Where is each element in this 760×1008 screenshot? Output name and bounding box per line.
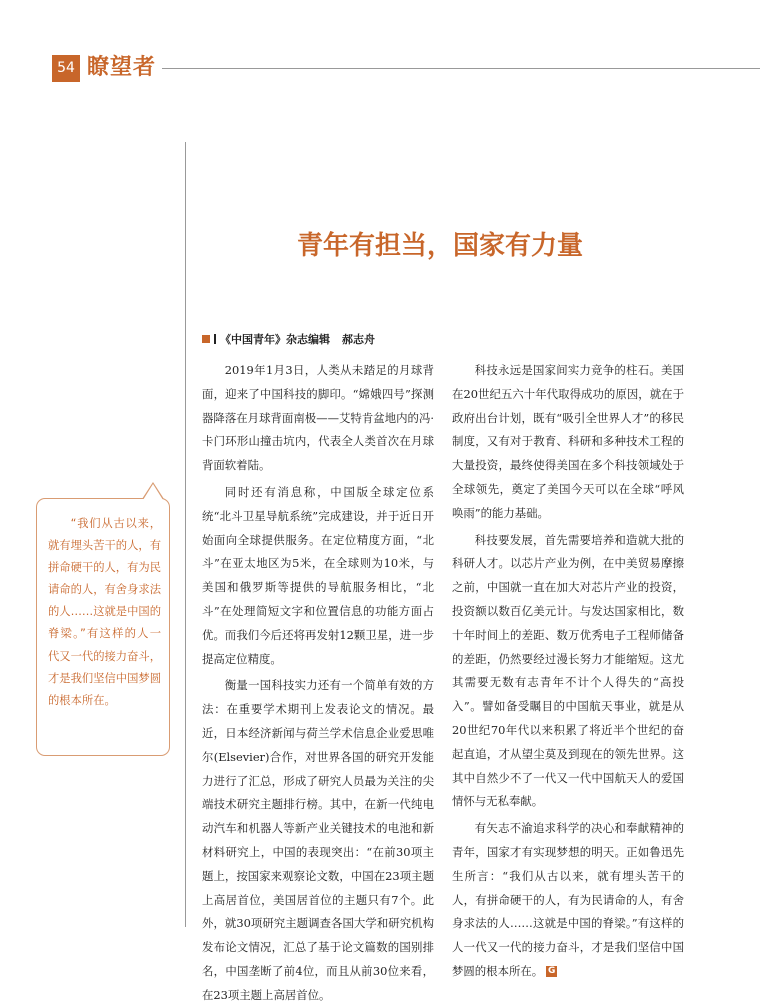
article-title: 青年有担当，国家有力量 bbox=[296, 231, 583, 261]
pull-quote-text: “我们从古以来，就有埋头苦干的人，有拼命硬干的人，有为民请命的人，有舍身求法的人……这就是中国的脊梁。”有这样的人一代又一代的接力奋斗，才是我们坚信中国梦圆的根本所在。 bbox=[48, 517, 161, 707]
byline-publication: 《中国青年》杂志编辑 bbox=[220, 333, 330, 346]
magazine-name: 瞭望者 bbox=[87, 55, 157, 80]
paragraph: 科技要发展，首先需要培养和造就大批的科研人才。以芯片产业为例，在中美贸易摩擦之前，中国就一直在加大对芯片产业的投资，投资额以数百亿美元计。与发达国家相比，数十年时间上的差距、数万优秀电子工程师储备的差距，仍然要经过漫长努力才能缩短。这尤其需要无数有志青年不计个人得失的“高投入”。譬如备受瞩目的中国航天事业，就是从20世纪70年代以来积累了将近半个世纪的奋起直追，才从望尘莫及到现在的领先世界。这其中自然少不了一代又一代中国航天人的爱国情怀与无私奉献。 bbox=[452, 532, 684, 809]
column-divider-rule bbox=[185, 142, 186, 927]
paragraph: 同时还有消息称，中国版全球定位系统“北斗卫星导航系统”完成建设，并于近日开始面向全球提供服务。在定位精度方面，“北斗”在亚太地区为5米，在全球则为10米，与美国和俄罗斯等提供的导航服务相比，“北斗”在处理简短文字和位置信息的功能方面占优。而我们今后还将再发射12颗卫星，进一步提高定位精度。 bbox=[202, 484, 434, 666]
article-column-2 bbox=[452, 359, 684, 984]
paragraph: 2019年1月3日，人类从未踏足的月球背面，迎来了中国科技的脚印。“嫦娥四号”探测器降落在月球背面南极——艾特肯盆地内的冯·卡门环形山撞击坑内，代表全人类首次在月球背面软着陆。 bbox=[202, 363, 434, 473]
page-number: 54 bbox=[52, 55, 80, 82]
paragraph-text: 有矢志不渝追求科学的决心和奉献精神的青年，国家才有实现梦想的明天。正如鲁迅先生所言：“我们从古以来，就有埋头苦干的人，有拼命硬干的人，有为民请命的人，有舍身求法的人……这就是中国的脊梁。”有这样的人一代又一代的接力奋斗，才是我们坚信中国梦圆的根本所在。 bbox=[452, 821, 684, 978]
paragraph: 科技永远是国家间实力竞争的柱石。美国在20世纪五六十年代取得成功的原因，就在于政府出台计划，既有“吸引全世界人才”的移民制度，又有对于教育、科研和多种技术工程的大量投资，最终使得美国在多个科技领域处于全球领先，奠定了美国今天可以在全球“呼风唤雨”的能力基础。 bbox=[452, 363, 684, 520]
byline-author: 郝志舟 bbox=[342, 333, 375, 346]
paragraph: 衡量一国科技实力还有一个简单有效的方法：在重要学术期刊上发表论文的情况。最近，日本经济新闻与荷兰学术信息企业爱思唯尔(Elsevier)合作，对世界各国的研究开发能力进行了汇总，形成了研究人员最为关注的尖端技术研究主题排行榜。其中，在新一代纯电动汽车和机器人等新产业关键技术的电池和新材料研究上，中国的表现突出：“在前30项主题上，按国家来观察论文数，中国在23项主题上高居首位，美国居首位的主题只有7个。此外，就30项研究主题调查各国大学和研究机构发布论文情况，汇总了基于论文篇数的国别排名，中国垄断了前4位，而且从前30位来看，在23项主题上高居首位。 bbox=[202, 678, 434, 1002]
article-column-1 bbox=[202, 359, 434, 1008]
header-rule bbox=[162, 68, 760, 69]
byline-bar-icon bbox=[214, 334, 216, 344]
byline bbox=[202, 331, 375, 347]
byline-marker-icon bbox=[202, 335, 210, 343]
end-mark-icon: G bbox=[547, 966, 556, 977]
paragraph-last bbox=[452, 817, 684, 984]
pull-quote-box bbox=[36, 498, 170, 756]
